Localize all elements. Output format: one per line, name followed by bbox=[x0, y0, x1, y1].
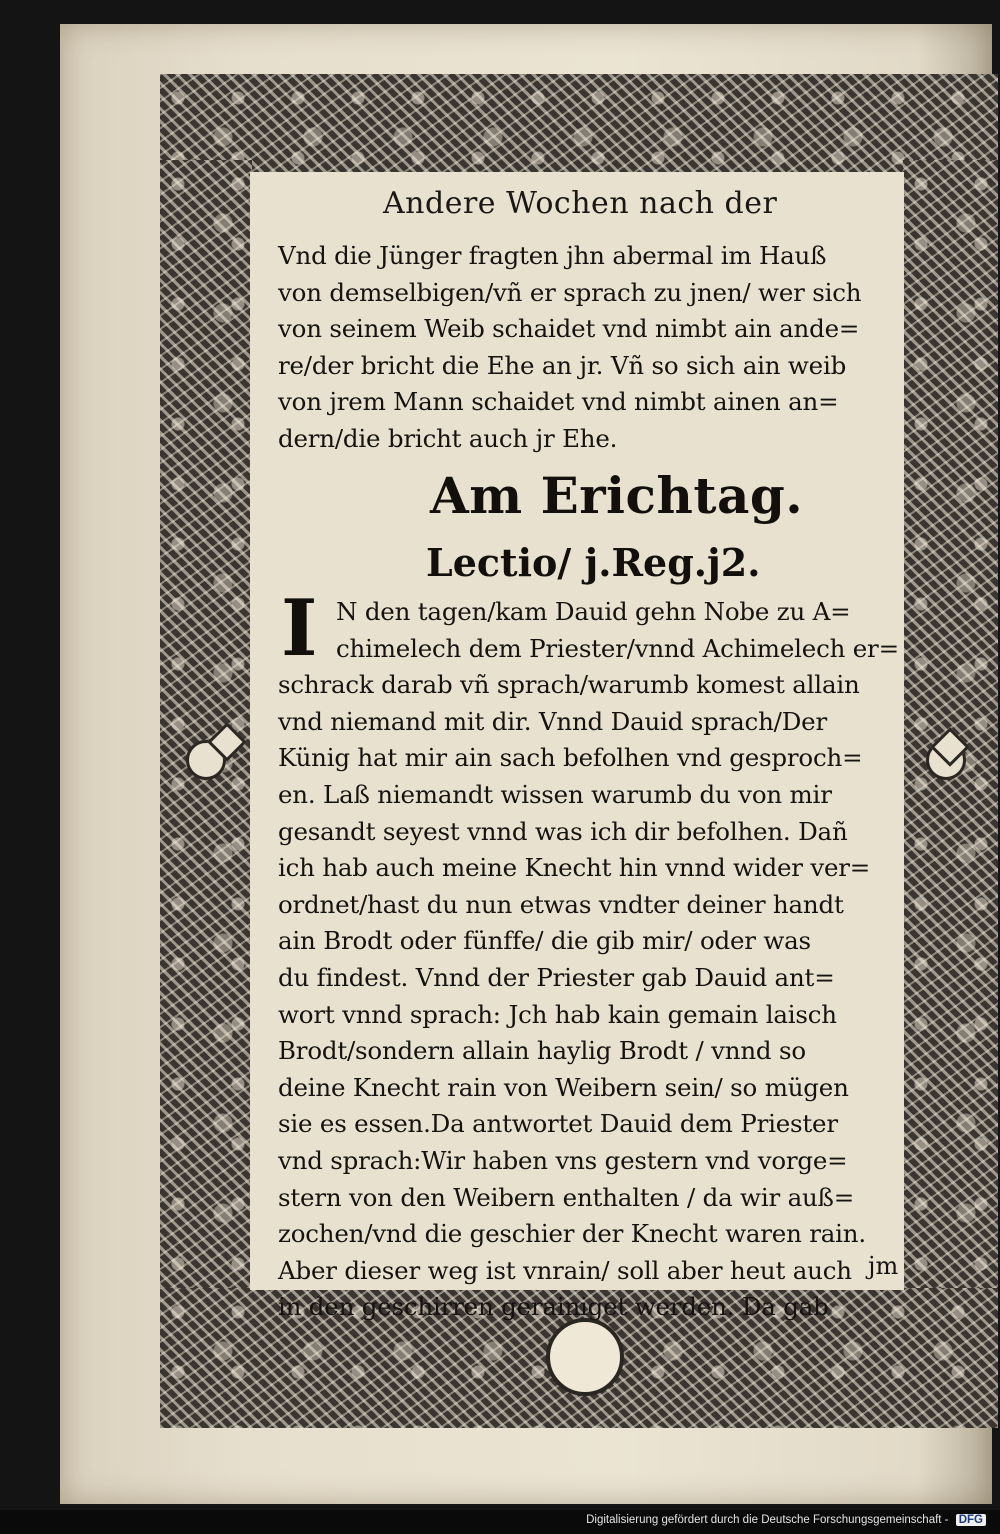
text-line: sie es essen.Da antwortet Dauid dem Priester bbox=[278, 1109, 838, 1139]
drop-capital: I bbox=[281, 583, 318, 674]
text-line: en. Laß niemandt wissen warumb du von mir bbox=[278, 779, 832, 809]
text-line: zochen/vnd die geschier der Knecht waren rain. bbox=[278, 1219, 866, 1249]
text-line: Aber dieser weg ist vnrain/ soll aber heut auch bbox=[278, 1255, 852, 1285]
text-line: deine Knecht rain von Weibern sein/ so mügen bbox=[278, 1072, 849, 1102]
text-line: vnd sprach:Wir haben vns gestern vnd vorge= bbox=[278, 1145, 848, 1175]
running-head: Andere Wochen nach der bbox=[383, 186, 778, 221]
text-line: von jrem Mann schaidet vnd nimbt ainen an= bbox=[278, 387, 839, 417]
text-line: du findest. Vnnd der Priester gab Dauid ant= bbox=[278, 962, 835, 992]
text-line: wort vnnd sprach: Jch hab kain gemain laisch bbox=[278, 999, 837, 1029]
text-line: N den tagen/kam Dauid gehn Nobe zu A= bbox=[336, 597, 851, 626]
text-line: ain Brodt oder fünffe/ die gib mir/ oder was bbox=[278, 926, 811, 956]
digitization-credit bbox=[586, 1514, 986, 1526]
text-line: Brodt/sondern allain haylig Brodt / vnnd so bbox=[278, 1036, 806, 1066]
text-line: re/der bricht die Ehe an jr. Vñ so sich ain weib bbox=[278, 350, 847, 380]
border-orb-ornament bbox=[546, 1318, 624, 1396]
text-line: dern/die bricht auch jr Ehe. bbox=[278, 423, 618, 453]
text-line: stern von den Weibern enthalten / da wir auß= bbox=[278, 1182, 855, 1212]
gospel-text-block bbox=[278, 238, 908, 458]
text-line: ich hab auch meine Knecht hin vnnd wider ver= bbox=[278, 853, 871, 883]
text-line: von seinem Weib schaidet vnd nimbt ain ande= bbox=[278, 314, 860, 344]
text-line: schrack darab vñ sprach/warumb komest allain bbox=[278, 670, 860, 700]
woodcut-border-left bbox=[160, 160, 252, 1300]
text-line: gesandt seyest vnnd was ich dir befolhen. Dañ bbox=[278, 816, 848, 846]
section-heading: Am Erichtag. bbox=[430, 466, 804, 525]
text-line: Künig hat mir ain sach befolhen vnd gesproch= bbox=[278, 743, 863, 773]
text-line: in den geschirren gerainiget werden. Da gab bbox=[278, 1292, 829, 1322]
text-line: ordnet/hast du nun etwas vndter deiner handt bbox=[278, 889, 844, 919]
lectio-text-block bbox=[278, 594, 908, 1326]
lectio-reference: Lectio/ j.Reg.j2. bbox=[426, 540, 761, 585]
text-line: chimelech dem Priester/vnnd Achimelech er= bbox=[336, 633, 899, 663]
catchword: jm bbox=[868, 1252, 899, 1280]
dfg-logo: DFG bbox=[956, 1514, 986, 1526]
text-line: von demselbigen/vñ er sprach zu jnen/ wer sich bbox=[278, 277, 862, 307]
woodcut-border-top bbox=[160, 74, 998, 174]
credit-text: Digitalisierung gefördert durch die Deutsche Forschungsgemeinschaft - bbox=[586, 1514, 949, 1526]
text-line: Vnd die Jünger fragten jhn abermal im Hauß bbox=[278, 241, 827, 270]
text-line: vnd niemand mit dir. Vnnd Dauid sprach/Der bbox=[278, 706, 827, 736]
